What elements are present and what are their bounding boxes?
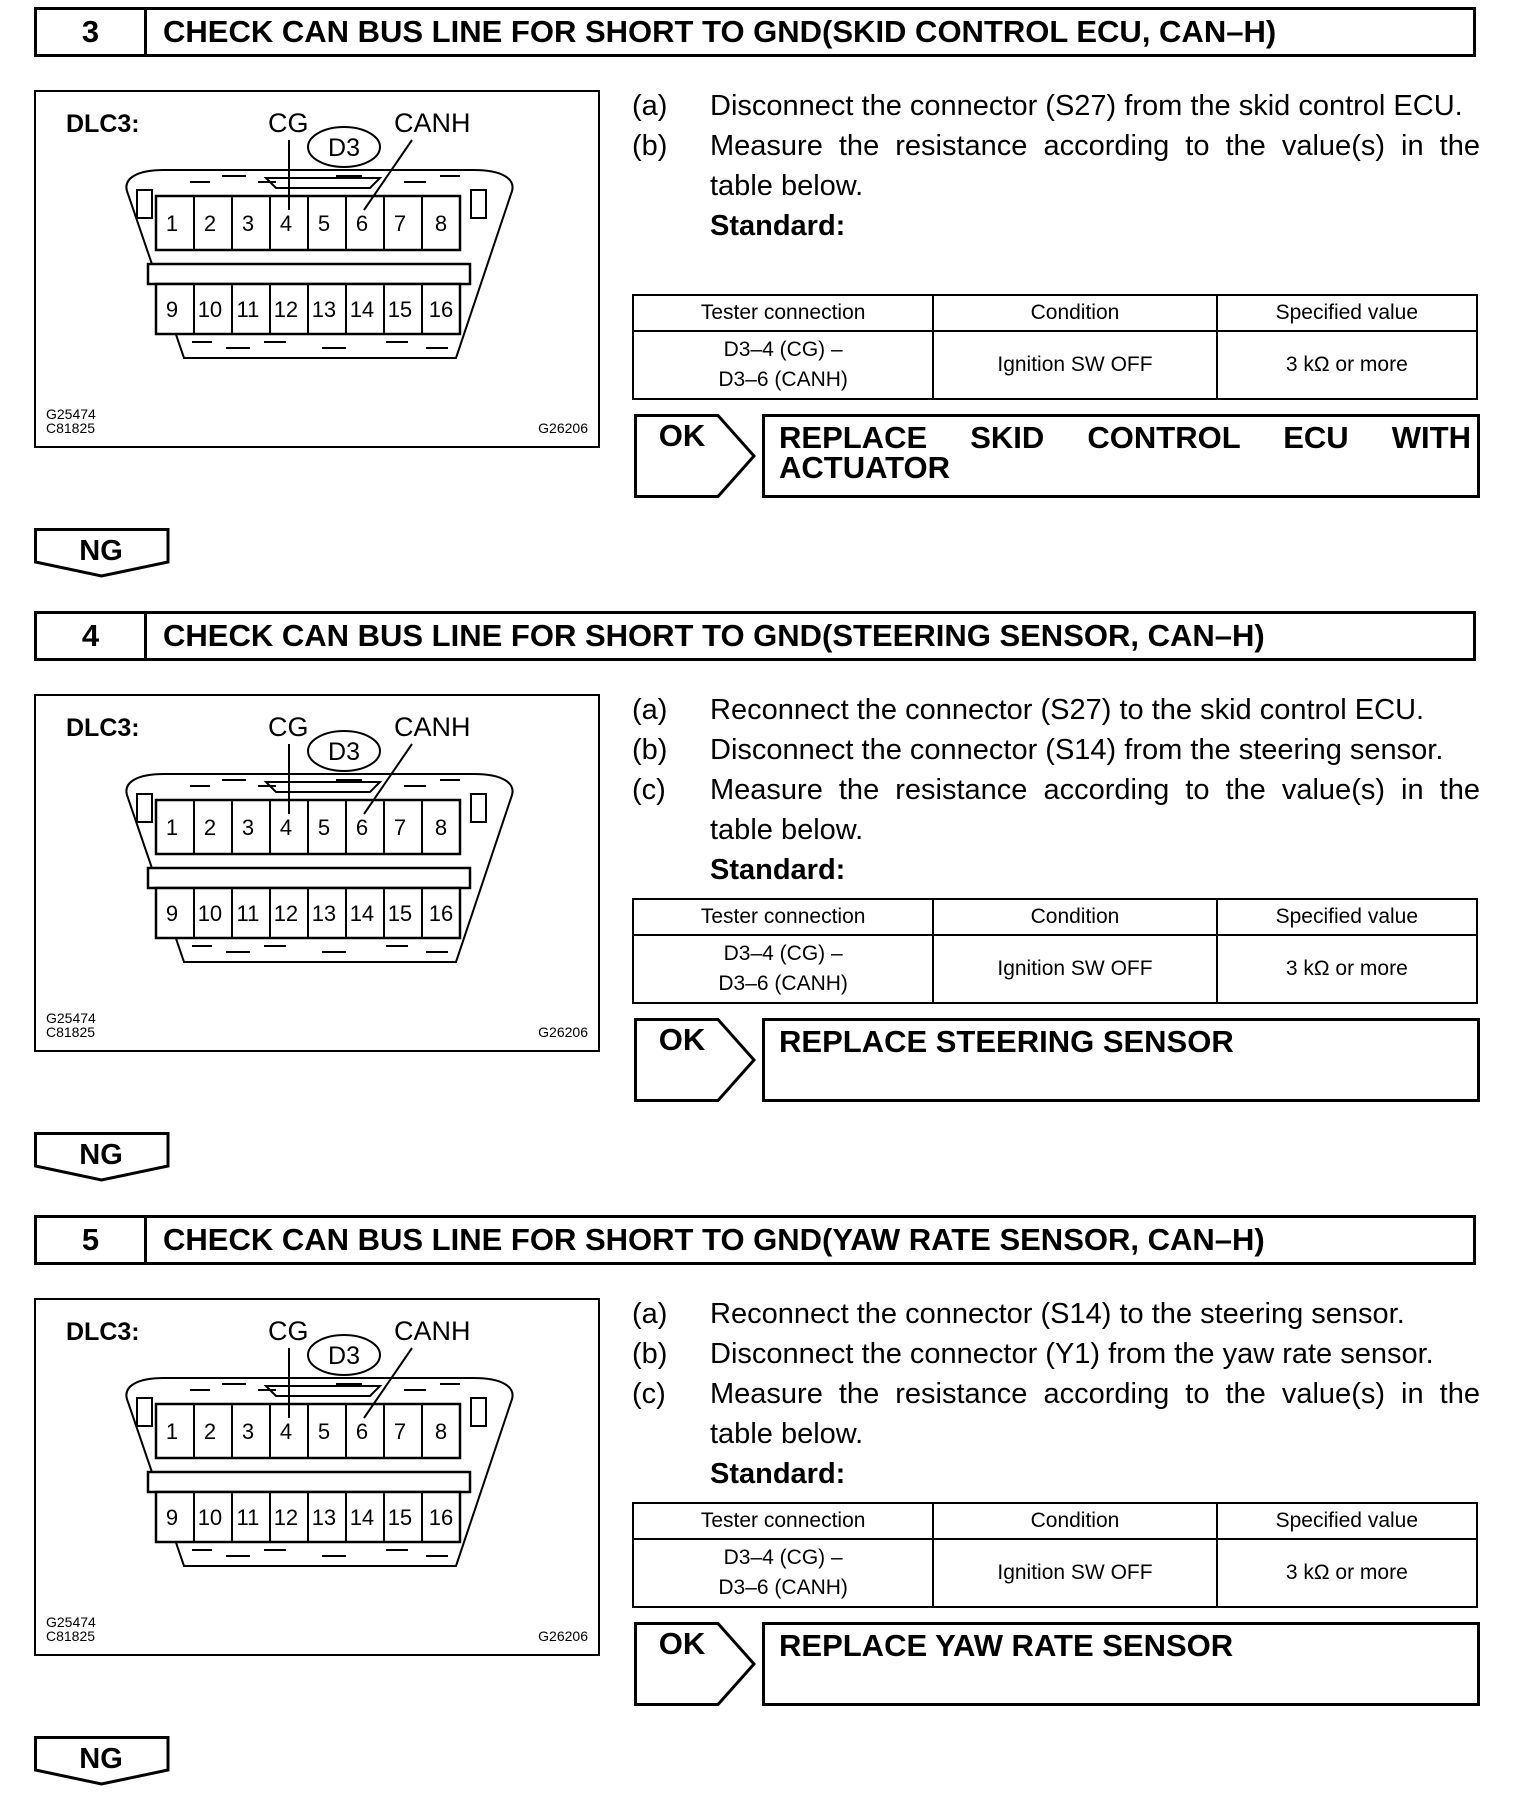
tester-connection-cell: D3–4 (CG) – D3–6 (CANH)	[633, 935, 933, 1003]
pin-9: 9	[165, 1505, 179, 1530]
header-tester-connection: Tester connection	[633, 295, 933, 331]
cg-label: CG	[268, 1316, 309, 1346]
ok-action-text: REPLACE YAW RATE SENSOR	[779, 1628, 1234, 1663]
pin-7: 7	[393, 815, 407, 840]
pin-4: 4	[279, 815, 293, 840]
instruction-item: (a) Reconnect the connector (S14) to the steering sensor.	[632, 1298, 1405, 1330]
pin-16: 16	[428, 297, 454, 322]
pin-9: 9	[165, 901, 179, 926]
header-condition: Condition	[933, 295, 1216, 331]
header-tester-connection: Tester connection	[633, 1503, 933, 1539]
table-header-row	[633, 899, 1477, 935]
pin-12: 12	[273, 901, 299, 926]
step-5-section	[0, 1208, 1520, 1812]
spec-table	[632, 1502, 1478, 1608]
pin-10: 10	[197, 901, 223, 926]
pin-3: 3	[241, 815, 255, 840]
pin-1: 1	[165, 1419, 179, 1444]
cg-label: CG	[268, 712, 309, 742]
pin-6: 6	[355, 815, 369, 840]
pin-16: 16	[428, 901, 454, 926]
header-specified-value: Specified value	[1217, 1503, 1477, 1539]
spec-table	[632, 294, 1478, 400]
condition-cell: Ignition SW OFF	[933, 935, 1216, 1003]
step-number: 3	[37, 10, 147, 54]
canh-label: CANH	[394, 108, 471, 138]
condition-cell: Ignition SW OFF	[933, 331, 1216, 399]
d3-label: D3	[328, 134, 360, 162]
step-title: CHECK CAN BUS LINE FOR SHORT TO GND(SKID CONTROL ECU, CAN–H)	[163, 14, 1277, 49]
step-title: CHECK CAN BUS LINE FOR SHORT TO GND(STEERING SENSOR, CAN–H)	[163, 618, 1265, 653]
figure-code-2: C81825	[46, 1628, 96, 1644]
pin-15: 15	[387, 1505, 413, 1530]
ng-label: NG	[79, 535, 123, 567]
figure-code-1: G25474	[46, 406, 96, 422]
pin-14: 14	[349, 297, 375, 322]
value-cell: 3 kΩ or more	[1217, 1539, 1477, 1607]
standard-label: Standard:	[710, 1458, 846, 1490]
ng-label: NG	[79, 1743, 123, 1775]
instructions	[632, 690, 1480, 890]
pin-16: 16	[428, 1505, 454, 1530]
dlc3-label: DLC3:	[66, 1318, 140, 1346]
ok-result	[634, 1018, 1480, 1102]
step-title: CHECK CAN BUS LINE FOR SHORT TO GND(YAW RATE SENSOR, CAN–H)	[163, 1222, 1265, 1257]
instruction-item: (c) Measure the resistance according to the value(s) in the table below.	[632, 774, 1480, 846]
dlc3-connector-diagram	[34, 90, 600, 448]
dlc3-connector-drawing	[36, 696, 598, 1050]
instruction-item: (b) Disconnect the connector (Y1) from the yaw rate sensor.	[632, 1338, 1434, 1370]
instruction-item: (b) Measure the resistance according to the value(s) in the table below.	[632, 130, 1480, 202]
header-specified-value: Specified value	[1217, 899, 1477, 935]
dlc3-connector-diagram	[34, 1298, 600, 1656]
cg-label: CG	[268, 108, 309, 138]
pin-3: 3	[241, 211, 255, 236]
d3-label: D3	[328, 738, 360, 766]
pin-10: 10	[197, 297, 223, 322]
ok-action-text: REPLACE STEERING SENSOR	[779, 1024, 1234, 1059]
table-header-row	[633, 295, 1477, 331]
pin-14: 14	[349, 1505, 375, 1530]
pin-2: 2	[203, 1419, 217, 1444]
header-tester-connection: Tester connection	[633, 899, 933, 935]
ok-action-box	[762, 1622, 1480, 1706]
pin-9: 9	[165, 297, 179, 322]
step-header	[34, 611, 1476, 661]
pin-6: 6	[355, 1419, 369, 1444]
dlc3-label: DLC3:	[66, 714, 140, 742]
dlc3-connector-drawing	[36, 1300, 598, 1654]
ng-result	[34, 528, 174, 580]
pin-5: 5	[317, 815, 331, 840]
canh-label: CANH	[394, 712, 471, 742]
table-row	[633, 331, 1477, 399]
pin-2: 2	[203, 815, 217, 840]
pin-5: 5	[317, 1419, 331, 1444]
condition-cell: Ignition SW OFF	[933, 1539, 1216, 1607]
pin-15: 15	[387, 297, 413, 322]
pin-10: 10	[197, 1505, 223, 1530]
pin-6: 6	[355, 211, 369, 236]
canh-label: CANH	[394, 1316, 471, 1346]
pin-13: 13	[311, 297, 337, 322]
pin-2: 2	[203, 211, 217, 236]
pin-15: 15	[387, 901, 413, 926]
instruction-item: (a) Reconnect the connector (S27) to the skid control ECU.	[632, 694, 1425, 726]
tester-connection-cell: D3–4 (CG) – D3–6 (CANH)	[633, 1539, 933, 1607]
ok-action-box	[762, 414, 1480, 498]
ng-label: NG	[79, 1139, 123, 1171]
instruction-item: (b) Disconnect the connector (S14) from the steering sensor.	[632, 734, 1444, 766]
figure-code-1: G25474	[46, 1614, 96, 1630]
step-header	[34, 7, 1476, 57]
header-condition: Condition	[933, 1503, 1216, 1539]
instructions	[632, 1294, 1480, 1494]
pin-4: 4	[279, 211, 293, 236]
step-3-section	[0, 0, 1520, 604]
table-header-row	[633, 1503, 1477, 1539]
ng-result	[34, 1132, 174, 1184]
pin-3: 3	[241, 1419, 255, 1444]
pin-13: 13	[311, 1505, 337, 1530]
pin-11: 11	[236, 1505, 260, 1530]
spec-table	[632, 898, 1478, 1004]
figure-code-3: G26206	[538, 420, 588, 436]
ok-label: OK	[658, 1626, 706, 1661]
pin-12: 12	[273, 297, 299, 322]
pin-7: 7	[393, 1419, 407, 1444]
step-number: 4	[37, 614, 147, 658]
pin-1: 1	[165, 815, 179, 840]
ok-result	[634, 414, 1480, 498]
figure-code-2: C81825	[46, 420, 96, 436]
pin-8: 8	[434, 211, 448, 236]
standard-label: Standard:	[710, 854, 846, 886]
pin-12: 12	[273, 1505, 299, 1530]
pin-11: 11	[236, 901, 260, 926]
ok-result	[634, 1622, 1480, 1706]
figure-code-3: G26206	[538, 1024, 588, 1040]
pin-14: 14	[349, 901, 375, 926]
step-header	[34, 1215, 1476, 1265]
value-cell: 3 kΩ or more	[1217, 935, 1477, 1003]
pin-7: 7	[393, 211, 407, 236]
value-cell: 3 kΩ or more	[1217, 331, 1477, 399]
header-specified-value: Specified value	[1217, 295, 1477, 331]
standard-label: Standard:	[710, 210, 846, 242]
ok-action-text: REPLACE SKID CONTROL ECU WITH ACTUATOR	[779, 420, 1471, 485]
dlc3-connector-diagram	[34, 694, 600, 1052]
pin-1: 1	[165, 211, 179, 236]
instructions	[632, 86, 1480, 246]
table-row	[633, 1539, 1477, 1607]
tester-connection-cell: D3–4 (CG) – D3–6 (CANH)	[633, 331, 933, 399]
pin-8: 8	[434, 815, 448, 840]
header-condition: Condition	[933, 899, 1216, 935]
figure-code-2: C81825	[46, 1024, 96, 1040]
figure-code-1: G25474	[46, 1010, 96, 1026]
pin-11: 11	[236, 297, 260, 322]
ok-label: OK	[658, 418, 706, 453]
pin-4: 4	[279, 1419, 293, 1444]
pin-13: 13	[311, 901, 337, 926]
table-row	[633, 935, 1477, 1003]
step-number: 5	[37, 1218, 147, 1262]
dlc3-connector-drawing	[36, 92, 598, 446]
instruction-item: (a) Disconnect the connector (S27) from the skid control ECU.	[632, 90, 1463, 122]
d3-label: D3	[328, 1342, 360, 1370]
ok-action-box	[762, 1018, 1480, 1102]
pin-5: 5	[317, 211, 331, 236]
dlc3-label: DLC3:	[66, 110, 140, 138]
pin-8: 8	[434, 1419, 448, 1444]
step-4-section	[0, 604, 1520, 1208]
ok-label: OK	[658, 1022, 706, 1057]
figure-code-3: G26206	[538, 1628, 588, 1644]
instruction-item: (c) Measure the resistance according to the value(s) in the table below.	[632, 1378, 1480, 1450]
ng-result	[34, 1736, 174, 1788]
